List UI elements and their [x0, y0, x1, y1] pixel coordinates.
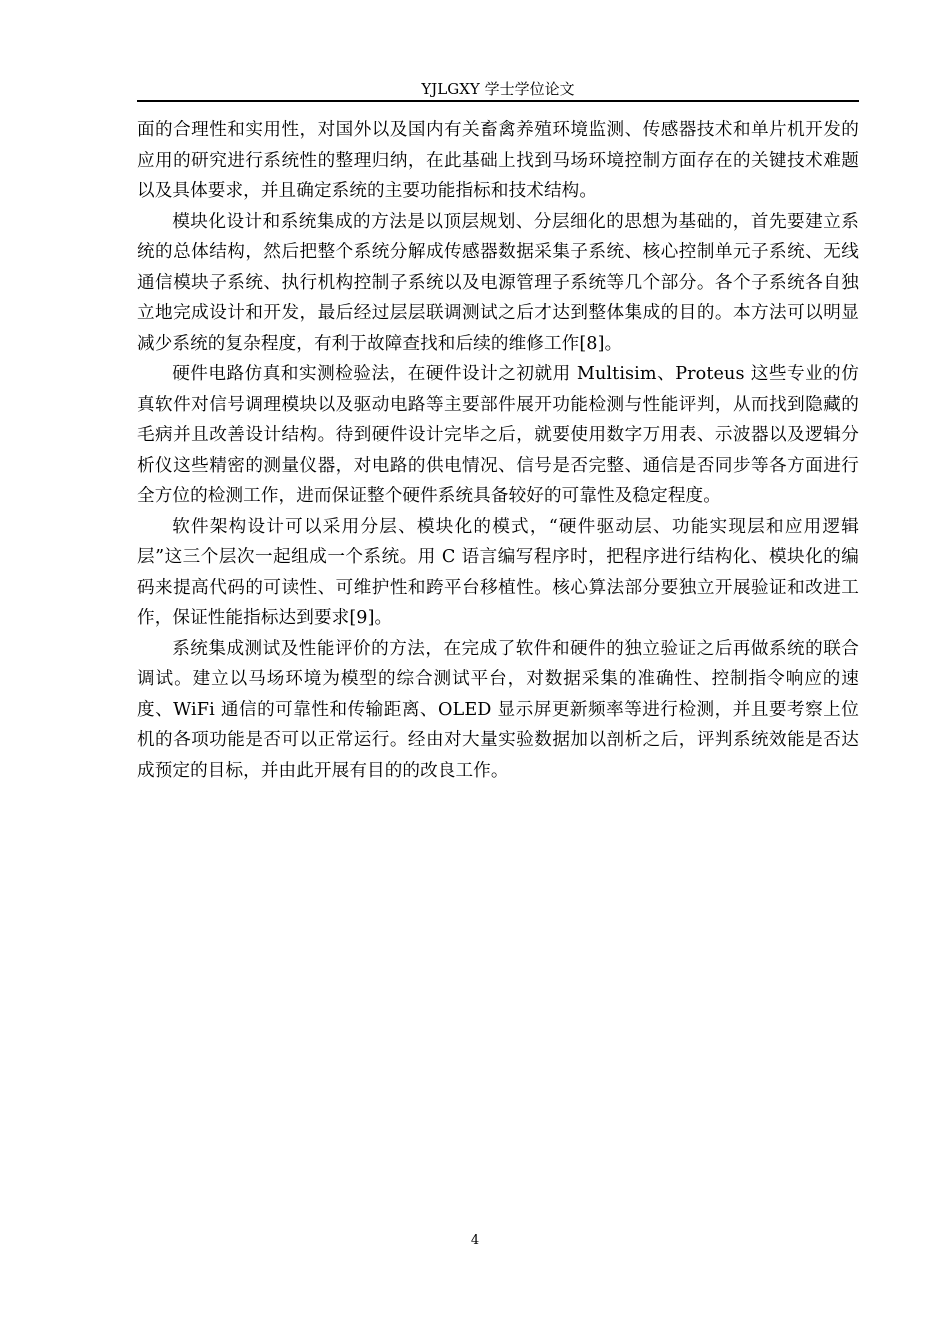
page-header-title: YJLGXY 学士学位论文 [421, 80, 575, 98]
paragraph-hardware-simulation: 硬件电路仿真和实测检验法，在硬件设计之初就用 Multisim、Proteus 这些专业的仿真软件对信号调理模块以及驱动电路等主要部件展开功能检测与性能评判，从而找到隐藏的毛病并且改善设计结构。待到硬件设计完毕之后，就要使用数字万用表、示波器以及逻辑分析仪这些精密的测量仪器，对电路的供电情况、信号是否完整、通信是否同步等各方面进行全方位的检测工作，进而保证整个硬件系统具备较好的可靠性及稳定程度。 [137, 364, 859, 506]
paragraph-continued: 面的合理性和实用性，对国外以及国内有关畜禽养殖环境监测、传感器技术和单片机开发的应用的研究进行系统性的整理归纳，在此基础上找到马场环境控制方面存在的关键技术难题以及具体要求，并且确定系统的主要功能指标和技术结构。 [137, 120, 859, 201]
page-number: 4 [470, 1233, 480, 1248]
paragraph-software-architecture: 软件架构设计可以采用分层、模块化的模式，“硬件驱动层、功能实现层和应用逻辑层”这三个层次一起组成一个系统。用 C 语言编写程序时，把程序进行结构化、模块化的编码来提高代码的可读性、可维护性和跨平台移植性。核心算法部分要独立开展验证和改进工作，保证性能指标达到要求[9]。 [137, 516, 859, 628]
header-divider [137, 100, 859, 102]
paragraph-modular-design: 模块化设计和系统集成的方法是以顶层规划、分层细化的思想为基础的，首先要建立系统的总体结构，然后把整个系统分解成传感器数据采集子系统、核心控制单元子系统、无线通信模块子系统、执行机构控制子系统以及电源管理子系统等几个部分。各个子系统各自独立地完成设计和开发，最后经过层层联调测试之后才达到整体集成的目的。本方法可以明显减少系统的复杂程度，有利于故障查找和后续的维修工作[8]。 [137, 211, 859, 354]
paragraph-integration-testing: 系统集成测试及性能评价的方法，在完成了软件和硬件的独立验证之后再做系统的联合调试。建立以马场环境为模型的综合测试平台，对数据采集的准确性、控制指令响应的速度、WiFi 通信的可靠性和传输距离、OLED 显示屏更新频率等进行检测，并且要考察上位机的各项功能是否可以正常运行。经由对大量实验数据加以剖析之后，评判系统效能是否达成预定的目标，并由此开展有目的的改良工作。 [137, 638, 859, 781]
body-text [137, 115, 859, 786]
